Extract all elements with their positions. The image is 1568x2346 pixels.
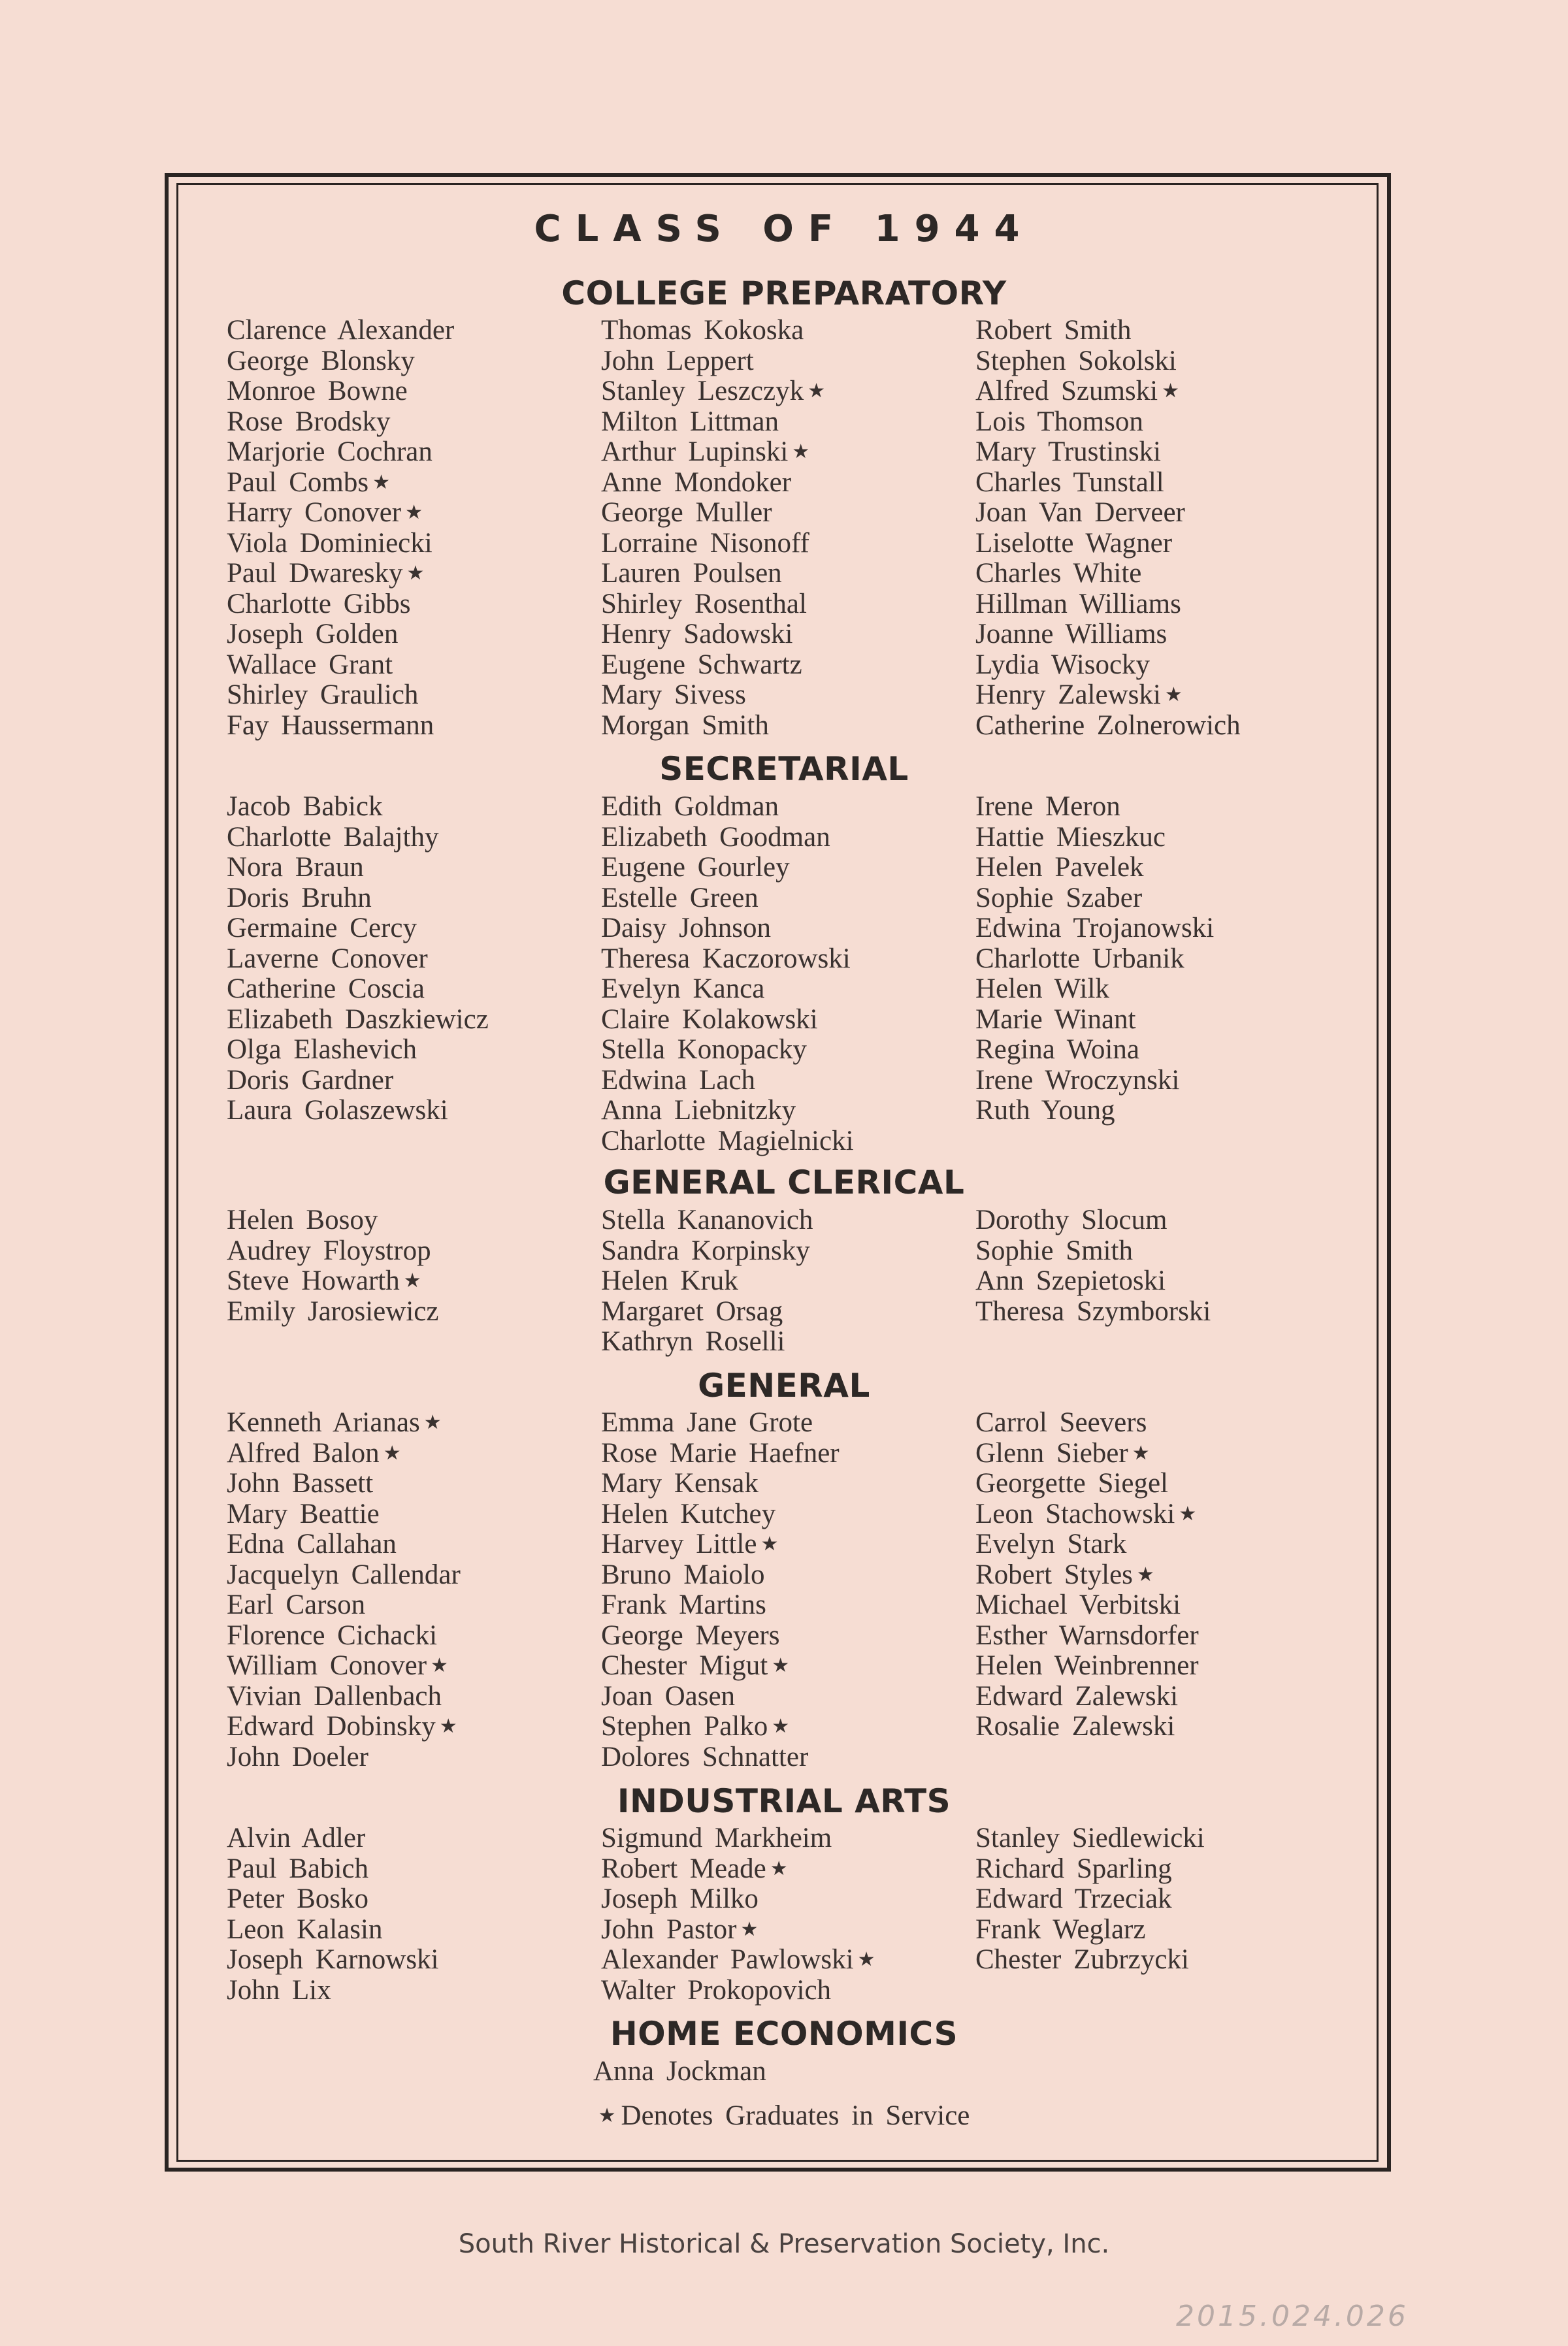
graduate-name: Rose Brodsky: [227, 406, 391, 437]
graduate-name: Sigmund Markheim: [601, 1823, 832, 1853]
graduate-name: Clarence Alexander: [227, 315, 455, 346]
graduate-name: John Leppert: [601, 345, 754, 376]
graduate-name: Chester Migut ★: [601, 1650, 790, 1681]
graduate-name: Emma Jane Grote: [601, 1407, 813, 1438]
heading-general: GENERAL: [698, 1367, 870, 1405]
graduate-name: John Pastor ★: [601, 1914, 759, 1945]
graduate-name: Earl Carson: [227, 1589, 366, 1620]
graduate-name: Esther Warnsdorfer: [975, 1620, 1199, 1651]
graduate-name: Fay Haussermann: [227, 709, 434, 741]
graduate-name: Laverne Conover: [227, 943, 428, 974]
service-star-icon: ★: [1164, 684, 1183, 706]
graduate-name: Doris Gardner: [227, 1064, 394, 1096]
graduate-name: Irene Meron: [975, 791, 1120, 822]
industrial-arts-col-1: [227, 1823, 439, 2006]
graduate-name: Anna Liebnitzky: [601, 1095, 796, 1126]
graduate-name: Regina Woina: [975, 1034, 1139, 1065]
secretarial-col-1: [227, 792, 489, 1126]
graduate-name: Steve Howarth ★: [227, 1265, 421, 1296]
graduate-name: Stephen Sokolski: [975, 345, 1177, 376]
graduate-name: Lauren Poulsen: [601, 558, 782, 589]
graduate-name: Rose Marie Haefner: [601, 1437, 840, 1469]
heading-secretarial: SECRETARIAL: [659, 750, 909, 788]
graduate-name: Evelyn Kanca: [601, 973, 765, 1004]
graduate-name: George Meyers: [601, 1620, 780, 1651]
college-prep-col-1: [227, 316, 454, 741]
graduate-name: Olga Elashevich: [227, 1034, 417, 1065]
graduate-name: Paul Babich: [227, 1853, 368, 1884]
graduate-name: Charlotte Gibbs: [227, 588, 411, 619]
graduate-name: Joseph Golden: [227, 619, 399, 649]
graduate-name: Helen Kutchey: [601, 1498, 776, 1529]
graduate-name: Shirley Rosenthal: [601, 588, 807, 619]
graduate-name: Evelyn Stark: [975, 1529, 1127, 1559]
general-clerical-col-2: [601, 1205, 813, 1358]
graduate-name: Peter Bosko: [227, 1883, 369, 1914]
service-star-icon: ★: [792, 441, 810, 463]
graduate-name: Helen Wilk: [975, 973, 1109, 1004]
graduate-name: Charles White: [975, 558, 1142, 589]
service-star-icon: ★: [857, 1949, 875, 1970]
graduate-name: Henry Zalewski ★: [975, 679, 1183, 710]
graduate-name: Lois Thomson: [975, 406, 1143, 437]
graduate-name: Florence Cichacki: [227, 1620, 438, 1651]
service-star-icon: ★: [403, 1270, 421, 1292]
graduate-name: Joan Oasen: [601, 1680, 736, 1712]
footer-credit: South River Historical & Preservation Society, Inc.: [458, 2229, 1110, 2259]
graduate-name: Eugene Gourley: [601, 852, 790, 883]
graduate-name: Sandra Korpinsky: [601, 1235, 810, 1266]
graduate-name: William Conover ★: [227, 1650, 448, 1681]
graduate-name: Elizabeth Daszkiewicz: [227, 1003, 489, 1035]
graduate-name: Theresa Szymborski: [975, 1295, 1211, 1327]
graduate-name: Mary Kensak: [601, 1468, 759, 1499]
graduate-name: Sophie Szaber: [975, 882, 1143, 913]
service-star-icon: ★: [439, 1716, 457, 1737]
graduate-name: John Bassett: [227, 1468, 374, 1499]
graduate-name: Joseph Milko: [601, 1883, 759, 1914]
graduate-name: Chester Zubrzycki: [975, 1944, 1189, 1975]
graduate-name: Alexander Pawlowski ★: [601, 1944, 875, 1975]
graduate-name: Stella Kananovich: [601, 1205, 813, 1235]
graduate-name: Rosalie Zalewski: [975, 1711, 1175, 1742]
graduate-name: Ruth Young: [975, 1095, 1115, 1126]
home-economics-name: Anna Jockman: [593, 2056, 766, 2087]
service-star-icon: ★: [1132, 1442, 1150, 1464]
graduate-name: Robert Styles ★: [975, 1559, 1154, 1590]
graduate-name: Catherine Zolnerowich: [975, 709, 1241, 741]
graduate-name: Leon Stachowski ★: [975, 1498, 1197, 1529]
graduate-name: Joan Van Derveer: [975, 497, 1185, 528]
accession-number: 2015.024.026: [1176, 2300, 1409, 2333]
graduate-name: Morgan Smith: [601, 709, 769, 741]
graduate-name: Hillman Williams: [975, 588, 1181, 619]
service-star-icon: ★: [372, 471, 390, 493]
service-star-icon: ★: [406, 562, 425, 584]
graduate-name: Helen Bosoy: [227, 1205, 378, 1235]
page-title: CLASS OF 1944: [534, 208, 1034, 250]
graduate-name: Helen Kruk: [601, 1265, 738, 1296]
service-star-icon: ★: [740, 1918, 759, 1940]
graduate-name: Catherine Coscia: [227, 973, 425, 1004]
graduate-name: Charlotte Balajthy: [227, 821, 439, 853]
graduate-name: Mary Sivess: [601, 679, 746, 710]
graduate-name: Anne Mondoker: [601, 466, 792, 498]
graduate-name: Robert Smith: [975, 315, 1132, 346]
graduate-name: Margaret Orsag: [601, 1295, 783, 1327]
service-star-icon: ★: [383, 1442, 401, 1464]
heading-college-preparatory: COLLEGE PREPARATORY: [561, 274, 1007, 312]
graduate-name: Henry Sadowski: [601, 619, 793, 649]
graduate-name: Frank Martins: [601, 1589, 766, 1620]
graduate-name: Vivian Dallenbach: [227, 1680, 442, 1712]
service-legend: ★ Denotes Graduates in Service: [598, 2100, 970, 2131]
graduate-name: Wallace Grant: [227, 649, 393, 680]
graduate-name: Milton Littman: [601, 406, 779, 437]
graduate-name: Dorothy Slocum: [975, 1205, 1168, 1235]
graduate-name: Stanley Leszczyk ★: [601, 376, 825, 406]
graduate-name: Monroe Bowne: [227, 376, 408, 406]
secretarial-col-3: [975, 792, 1214, 1126]
service-star-icon: ★: [1162, 380, 1180, 402]
heading-home-economics: HOME ECONOMICS: [610, 2015, 958, 2053]
graduate-name: Thomas Kokoska: [601, 315, 804, 346]
graduate-name: Daisy Johnson: [601, 913, 772, 943]
graduate-name: Nora Braun: [227, 852, 364, 883]
college-prep-col-2: [601, 316, 825, 741]
graduate-name: Bruno Maiolo: [601, 1559, 765, 1590]
service-star-icon: ★: [772, 1716, 790, 1737]
graduate-name: Emily Jarosiewicz: [227, 1295, 439, 1327]
general-col-2: [601, 1408, 840, 1772]
graduate-name: Alfred Balon ★: [227, 1437, 401, 1469]
graduate-name: Lydia Wisocky: [975, 649, 1151, 680]
graduate-name: Ann Szepietoski: [975, 1265, 1166, 1296]
graduate-name: Audrey Floystrop: [227, 1235, 431, 1266]
graduate-name: Shirley Graulich: [227, 679, 419, 710]
service-star-icon: ★: [405, 502, 423, 523]
graduate-name: Kenneth Arianas ★: [227, 1407, 442, 1438]
graduate-name: John Lix: [227, 1974, 331, 2006]
service-star-icon: ★: [808, 380, 825, 402]
graduate-name: John Doeler: [227, 1741, 368, 1772]
heading-industrial-arts: INDUSTRIAL ARTS: [617, 1782, 951, 1820]
general-col-3: [975, 1408, 1199, 1742]
graduate-name: George Muller: [601, 497, 772, 528]
graduate-name: Eugene Schwartz: [601, 649, 802, 680]
graduate-name: Estelle Green: [601, 882, 759, 913]
graduate-name: Edwina Lach: [601, 1064, 756, 1096]
graduate-name: Joanne Williams: [975, 619, 1168, 649]
graduate-name: Leon Kalasin: [227, 1914, 383, 1945]
secretarial-col-2: [601, 792, 854, 1156]
graduate-name: Stella Konopacky: [601, 1034, 807, 1065]
graduate-name: Edith Goldman: [601, 791, 779, 822]
graduate-name: Jacquelyn Callendar: [227, 1559, 461, 1590]
graduate-name: Charlotte Urbanik: [975, 943, 1184, 974]
industrial-arts-col-2: [601, 1823, 875, 2006]
graduate-name: Paul Combs ★: [227, 466, 390, 498]
service-star-icon: ★: [772, 1655, 790, 1676]
service-star-icon: ★: [598, 2105, 616, 2126]
college-prep-col-3: [975, 316, 1241, 741]
graduate-name: Kathryn Roselli: [601, 1326, 785, 1357]
graduate-name: Helen Weinbrenner: [975, 1650, 1199, 1681]
graduate-name: Irene Wroczynski: [975, 1064, 1180, 1096]
graduate-name: Germaine Cercy: [227, 913, 417, 943]
graduate-name: Alfred Szumski ★: [975, 376, 1180, 406]
graduate-name: Dolores Schnatter: [601, 1741, 809, 1772]
graduate-name: Carrol Seevers: [975, 1407, 1147, 1438]
graduate-name: Edna Callahan: [227, 1529, 397, 1559]
graduate-name: Alvin Adler: [227, 1823, 366, 1853]
graduate-name: Mary Beattie: [227, 1498, 380, 1529]
service-star-icon: ★: [431, 1655, 448, 1676]
graduate-name: Walter Prokopovich: [601, 1974, 832, 2006]
graduate-name: Helen Pavelek: [975, 852, 1144, 883]
general-col-1: [227, 1408, 461, 1772]
graduate-name: Mary Trustinski: [975, 436, 1161, 467]
graduate-name: Viola Dominiecki: [227, 527, 433, 559]
graduate-name: Glenn Sieber ★: [975, 1437, 1150, 1469]
graduate-name: Charles Tunstall: [975, 466, 1164, 498]
general-clerical-col-3: [975, 1205, 1211, 1327]
graduate-name: Doris Bruhn: [227, 882, 372, 913]
graduate-name: Stanley Siedlewicki: [975, 1823, 1205, 1853]
service-star-icon: ★: [1179, 1503, 1197, 1525]
graduate-name: Marjorie Cochran: [227, 436, 433, 467]
graduate-name: Laura Golaszewski: [227, 1095, 448, 1126]
graduate-name: Theresa Kaczorowski: [601, 943, 851, 974]
graduate-name: George Blonsky: [227, 345, 415, 376]
graduate-name: Marie Winant: [975, 1003, 1136, 1035]
graduate-name: Edward Trzeciak: [975, 1883, 1172, 1914]
graduate-name: Harry Conover ★: [227, 497, 423, 528]
graduate-name: Edward Zalewski: [975, 1680, 1179, 1712]
general-clerical-col-1: [227, 1205, 438, 1327]
graduate-name: Elizabeth Goodman: [601, 821, 830, 853]
heading-general-clerical: GENERAL CLERICAL: [603, 1164, 965, 1201]
graduate-name: Georgette Siegel: [975, 1468, 1168, 1499]
graduate-name: Lorraine Nisonoff: [601, 527, 809, 559]
graduate-name: Robert Meade ★: [601, 1853, 788, 1884]
graduate-name: Edwina Trojanowski: [975, 913, 1215, 943]
graduate-name: Richard Sparling: [975, 1853, 1172, 1884]
graduate-name: Jacob Babick: [227, 791, 383, 822]
graduate-name: Stephen Palko ★: [601, 1711, 790, 1742]
service-star-icon: ★: [770, 1857, 788, 1880]
graduate-name: Paul Dwaresky ★: [227, 558, 425, 589]
graduate-name: Frank Weglarz: [975, 1914, 1146, 1945]
graduate-name: Edward Dobinsky ★: [227, 1711, 457, 1742]
graduate-name: Hattie Mieszkuc: [975, 821, 1166, 853]
graduate-name: Joseph Karnowski: [227, 1944, 439, 1975]
service-star-icon: ★: [760, 1533, 779, 1555]
graduate-name: Liselotte Wagner: [975, 527, 1173, 559]
industrial-arts-col-3: [975, 1823, 1205, 1976]
graduate-name: Charlotte Magielnicki: [601, 1125, 854, 1156]
graduate-name: Arthur Lupinski ★: [601, 436, 810, 467]
service-star-icon: ★: [1136, 1563, 1154, 1586]
graduate-name: Michael Verbitski: [975, 1589, 1181, 1620]
graduate-name: Harvey Little ★: [601, 1529, 779, 1559]
graduate-name: Sophie Smith: [975, 1235, 1133, 1266]
graduate-name: Claire Kolakowski: [601, 1003, 818, 1035]
service-star-icon: ★: [423, 1412, 442, 1433]
